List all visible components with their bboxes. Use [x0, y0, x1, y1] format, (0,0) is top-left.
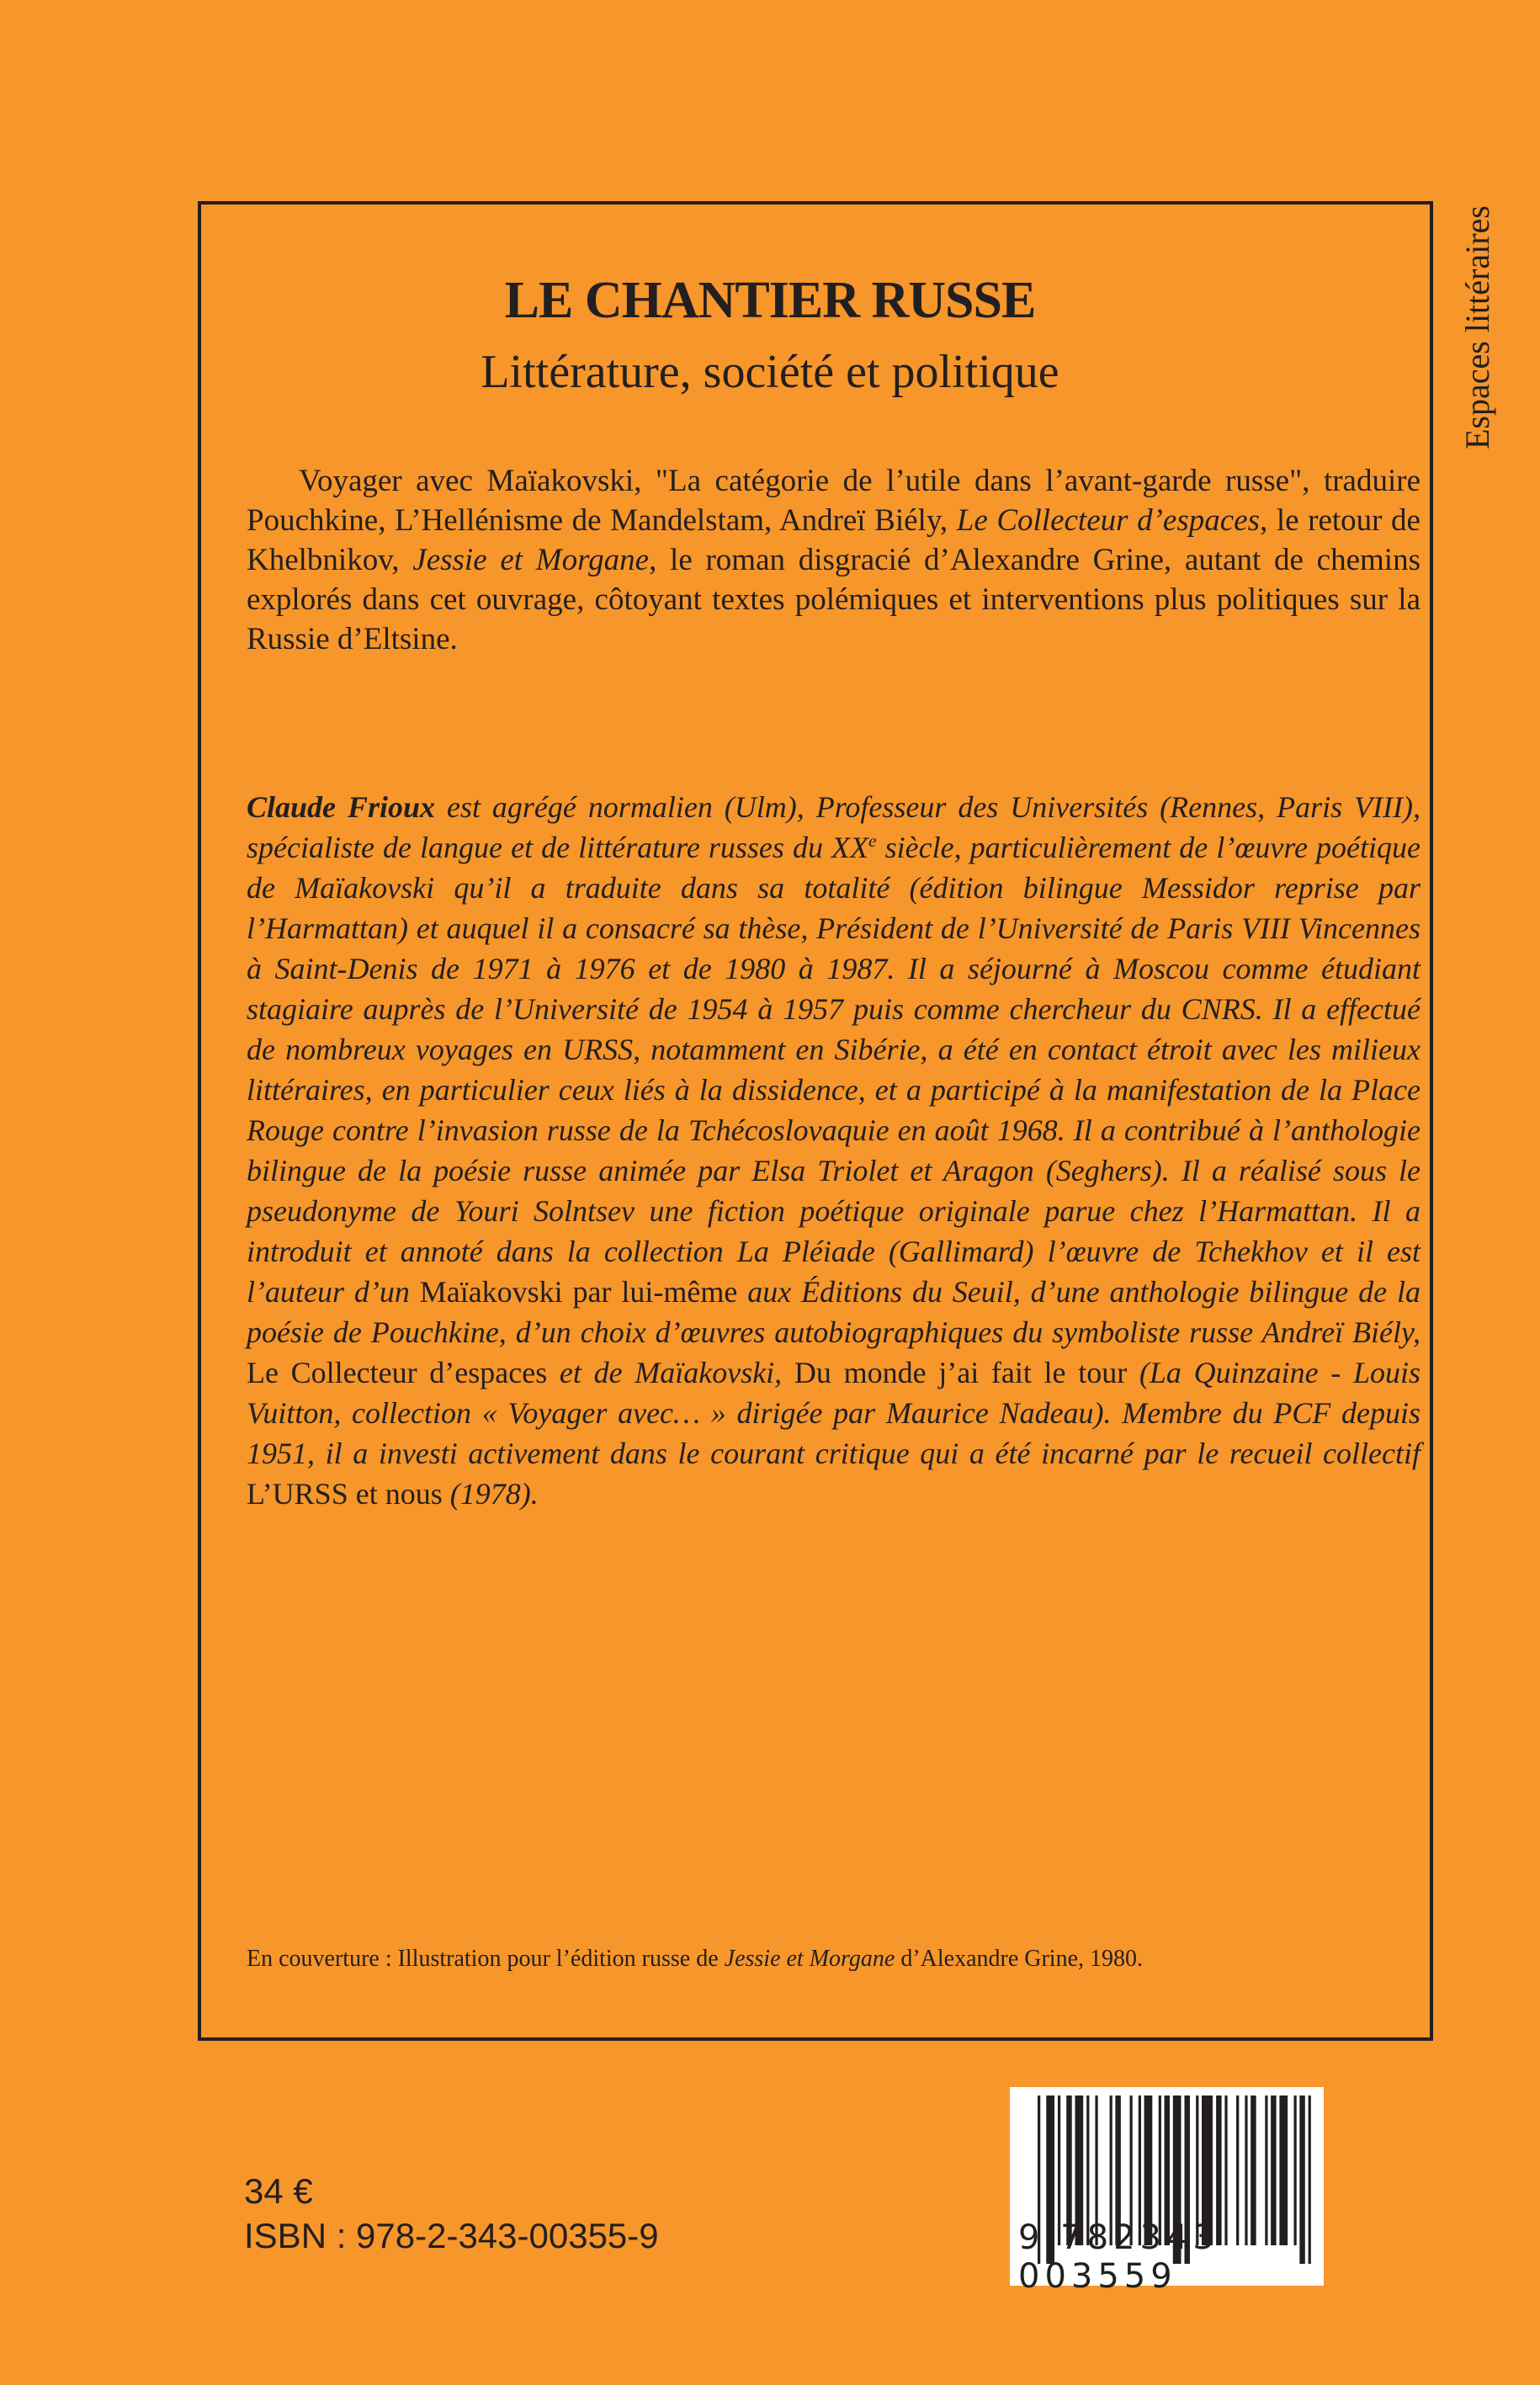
credit-text-segment: En couverture : Illustration pour l’édition russe de — [247, 1946, 725, 1972]
bio-text-segment: Maïakovski par lui-même — [409, 1275, 748, 1309]
book-title: LE CHANTIER RUSSE — [504, 272, 1036, 329]
collection-name: Espaces littéraires — [1458, 205, 1496, 449]
summary-text-segment: Voyager avec Maïakovski, "La catégorie de l’utile dans l’avant-garde russe", traduire Pouchkine, L’Hellénisme de Mandelstam, Andreï Biély, — [247, 464, 1421, 538]
bio-text-segment: Claude Frioux — [247, 790, 436, 824]
bio-text-segment: (La Quinzaine - Louis Vuitton, collection « Voyager avec… » dirigée par Maurice Nadeau). Membre du PCF depuis 1951, il a investi activement dans le courant critique qui a été incarné par le recueil collectif — [247, 1356, 1421, 1470]
isbn-number: ISBN : 978-2-343-00355-9 — [244, 2216, 659, 2255]
bio-text-segment: Le Collecteur d’espaces — [247, 1356, 560, 1389]
bio-text-segment: siècle, particulièrement de l’œuvre poétique de Maïakovski qu’il a traduite dans sa totalité (édition bilingue Messidor reprise par l’Harmattan) et auquel il a consacré sa thèse, Président de l’Université de Paris VIII Vincennes à Saint-Denis de 1971 à 1976 et de 1980 à 1987. Il a séjourné à Moscou comme étudiant stagiaire auprès de l’Université de 1954 à 1957 puis comme chercheur du CNRS. Il a effectué de nombreux voyages en URSS, notamment en Sibérie, a été en contact étroit avec les milieux littéraires, en particulier ceux liés à la dissidence, et a participé à la manifestation de la Place Rouge contre l’invasion russe de la Tchécoslovaquie en août 1968. Il a contribué à l’anthologie bilingue de la poésie russe animée par Elsa Triolet et Aragon (Seghers). Il a réalisé sous le pseudonyme de Youri Solntsev une fiction poétique originale parue chez l’Harmattan. Il a introduit et annoté dans la collection La Pléiade (Gallimard) l’œuvre de Tchekhov et il est l’auteur d’un — [247, 831, 1421, 1309]
bio-text-segment: L’URSS et nous — [247, 1477, 450, 1511]
credit-text-segment: d’Alexandre Grine, 1980. — [895, 1946, 1143, 1972]
bio-text-segment: Du monde j’ai fait le tour — [782, 1356, 1139, 1389]
bio-text-segment: (1978). — [449, 1477, 539, 1511]
author-biography — [247, 787, 1421, 1514]
credit-text-segment: Jessie et Morgane — [724, 1946, 895, 1972]
bio-text-segment: aux Éditions du Seuil, d’une anthologie bilingue de la poésie de Pouchkine, d’un choix d’œuvres autobiographiques du symboliste russe Andreï Biély, — [247, 1275, 1421, 1349]
cover-credit — [247, 1946, 1143, 1973]
summary-text-segment: Le Collecteur d’espaces — [956, 503, 1261, 538]
book-subtitle: Littérature, société et politique — [481, 346, 1059, 398]
summary-text-segment: , le roman disgracié d’Alexandre Grine, autant de chemins explorés dans cet ouvrage, côtoyant textes polémiques et interventions plus politiques sur la Russie d’Eltsine. — [247, 543, 1421, 656]
price: 34 € — [244, 2171, 313, 2211]
bio-text-segment: et de Maïakovski, — [559, 1356, 783, 1389]
summary-text-segment: , le retour de Khelbnikov, — [247, 503, 1421, 577]
isbn-barcode — [1010, 2087, 1324, 2296]
bio-text-segment: e — [868, 831, 877, 851]
summary-text-segment: Jessie et Morgane — [412, 543, 650, 577]
bio-text-segment: est agrégé normalien (Ulm), Professeur des Universités (Rennes, Paris VIII), spécialiste de langue et de littérature russes du XX — [247, 790, 1421, 864]
barcode-digits: 9 782343 003559 — [1018, 2218, 1219, 2296]
summary-paragraph — [247, 461, 1421, 659]
